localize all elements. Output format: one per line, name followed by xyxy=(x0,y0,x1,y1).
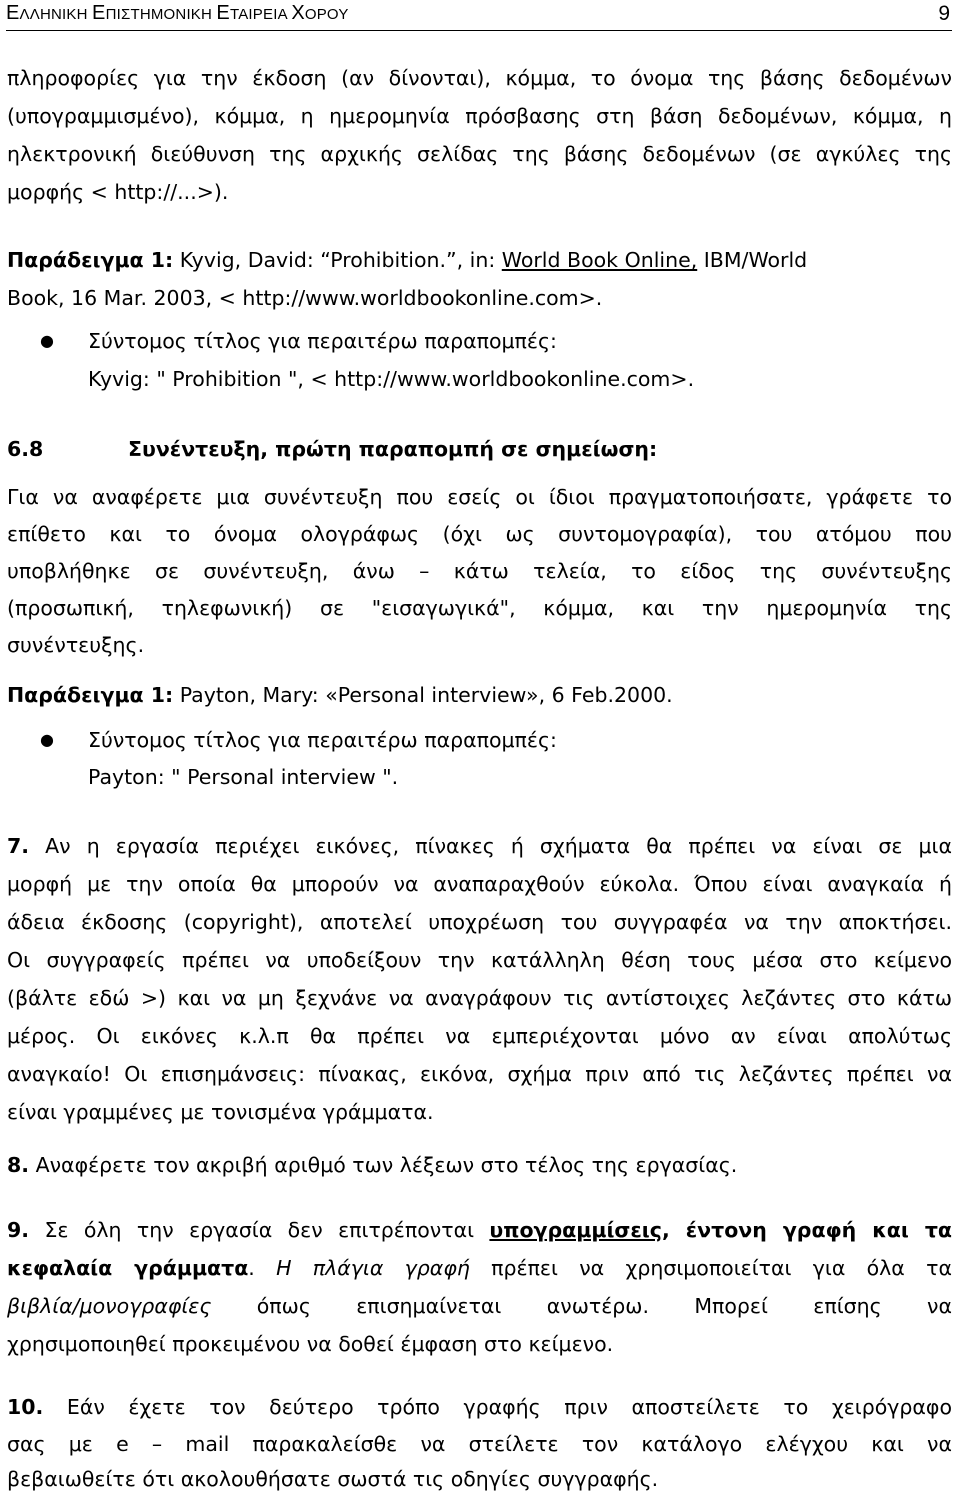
bullet-icon: ● xyxy=(40,730,54,749)
short-title-value: Payton: " Personal interview ". xyxy=(88,765,399,789)
bullet-icon: ● xyxy=(40,331,54,350)
example-line: Παράδειγμα 1: Payton, Mary: «Personal interview», 6 Feb.2000. xyxy=(7,683,673,707)
paragraph-line: (προσωπική, τηλεφωνική) σε "εισαγωγικά", κόμμα, και την ημερομηνία της xyxy=(7,596,952,620)
paragraph-line: (υπογραμμισμένο), κόμμα, η ημερομηνία πρόσβασης στη βάση δεδομένων, κόμμα, η xyxy=(7,104,952,128)
paragraph-line: ηλεκτρονική διεύθυνση της αρχικής σελίδας της βάσης δεδομένων (σε αγκύλες της xyxy=(7,142,952,166)
paragraph-line: 8. Αναφέρετε τον ακριβή αριθμό των λέξεων στο τέλος της εργασίας. xyxy=(7,1153,738,1177)
paragraph-line: μορφή με την οποία θα μπορούν να αναπαραχθούν εύκολα. Όπου είναι αναγκαία ή xyxy=(7,872,952,896)
paragraph-line: βεβαιωθείτε ότι ακολουθήσατε σωστά τις οδηγίες συγγραφής. xyxy=(7,1467,659,1491)
paragraph-line: συνέντευξης. xyxy=(7,633,145,657)
short-title-value: Kyvig: " Prohibition ", < http://www.worldbookonline.com>. xyxy=(88,367,695,391)
paragraph-line: Για να αναφέρετε μια συνέντευξη που εσείς οι ίδιοι πραγματοποιήσατε, γράφετε το xyxy=(7,485,952,509)
short-title-label: Σύντομος τίτλος για περαιτέρω παραπομπές: xyxy=(88,329,557,353)
paragraph-line: επίθετο και το όνομα ολογράφως (όχι ως συντομογραφία), του ατόμου που xyxy=(7,522,952,546)
paragraph-line: μέρος. Οι εικόνες κ.λ.π θα πρέπει να εμπεριέχονται μόνο αν είναι απολύτως xyxy=(7,1024,952,1048)
paragraph-line: Οι συγγραφείς πρέπει να υποδείξουν την κατάλληλη θέση τους μέσα στο κείμενο xyxy=(7,948,952,972)
page-number: 9 xyxy=(938,2,950,25)
paragraph-line: αναγκαίο! Οι επισημάνσεις: πίνακας, εικόνα, σχήμα πριν από τις λεζάντες πρέπει να xyxy=(7,1062,952,1086)
paragraph-line: 9. Σε όλη την εργασία δεν επιτρέπονται υπογραμμίσεις, έντονη γραφή και τα xyxy=(7,1218,953,1242)
paragraph-line: πληροφορίες για την έκδοση (αν δίνονται), κόμμα, το όνομα της βάσης δεδομένων xyxy=(7,66,952,90)
short-title-label: Σύντομος τίτλος για περαιτέρω παραπομπές: xyxy=(88,728,557,752)
paragraph-line: βιβλία/μονογραφίες όπως επισημαίνεται ανωτέρω. Μπορεί επίσης να xyxy=(7,1294,952,1318)
example-line: Book, 16 Mar. 2003, < http://www.worldbookonline.com>. xyxy=(7,286,603,310)
paragraph-line: κεφαλαία γράμματα. Η πλάγια γραφή πρέπει να χρησιμοποιείται για όλα τα xyxy=(7,1256,952,1280)
paragraph-line: σας με e – mail παρακαλείσθε να στείλετε τον κατάλογο ελέγχου και να xyxy=(7,1432,952,1456)
running-header xyxy=(6,0,952,31)
paragraph-line: άδεια έκδοσης (copyright), αποτελεί υποχρέωση του συγγραφέα να την αποκτήσει. xyxy=(7,910,952,934)
paragraph-line: 10. Εάν έχετε τον δεύτερο τρόπο γραφής πριν αποστείλετε το χειρόγραφο xyxy=(7,1395,952,1419)
paragraph-line: είναι γραμμένες με τονισμένα γράμματα. xyxy=(7,1100,434,1124)
paragraph-line: χρησιμοποιηθεί προκειμένου να δοθεί έμφαση στο κείμενο. xyxy=(7,1332,614,1356)
section-title: Συνέντευξη, πρώτη παραπομπή σε σημείωση: xyxy=(128,437,658,461)
journal-title: ΕΛΛΗΝΙΚΗ ΕΠΙΣΤΗΜΟΝΙΚΗ ΕΤΑΙΡΕΙΑ ΧΟΡΟΥ xyxy=(6,2,349,24)
paragraph-line: μορφής < http://...>). xyxy=(7,180,229,204)
paragraph-line: υποβλήθηκε σε συνέντευξη, άνω – κάτω τελεία, το είδος της συνέντευξης xyxy=(7,559,952,583)
section-number: 6.8 xyxy=(7,437,44,461)
example-line: Παράδειγμα 1: Kyvig, David: “Prohibition.”, in: World Book Online, IBM/World xyxy=(7,248,808,272)
paragraph-line: (βάλτε εδώ >) και να μη ξεχνάνε να αναγράφουν τις αντίστοιχες λεζάντες στο κάτω xyxy=(7,986,952,1010)
paragraph-line: 7. Αν η εργασία περιέχει εικόνες, πίνακες ή σχήματα θα πρέπει να είναι σε μια xyxy=(7,834,952,858)
